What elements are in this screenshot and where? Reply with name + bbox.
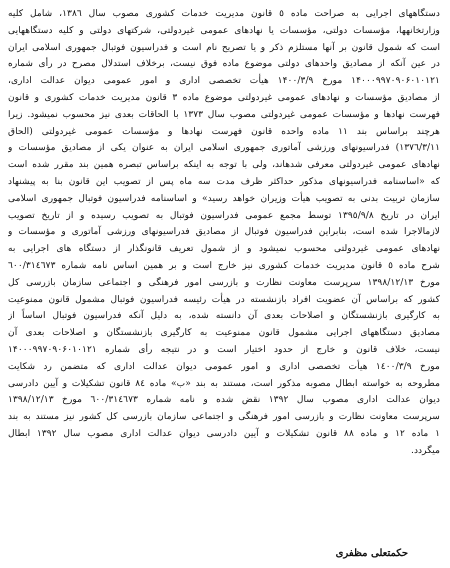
signature-name: حکمتعلی مظفری xyxy=(335,548,408,559)
text-line: ١ ماده ١٢ و ماده ٨٨ قانون تشکیلات و آیین دادرسی دیوان عدالت اداری مصوب سال ١٣٩٢ ابطال xyxy=(8,427,440,439)
text-line: فهرست نهادها و مؤسسات عمومی غیردولتی مصوب سال ١٣٧٣ با الحاقات بعدی نیز محسوب نمیشود. زیرا xyxy=(8,108,440,120)
text-line: به کارگیری بازنشستگان و اصلاحات بعدی آن دانسته شده، به دلیل آنکه فدراسیون فوتبال اساساً از xyxy=(8,310,440,322)
text-line: است که شمول قانون بر آنها مستلزم ذکر و یا تصریح نام است و فدراسیون فوتبال جمهوری اسلامی ایران xyxy=(8,41,440,53)
text-line: که «اساسنامه فدراسیونهای مذکور حداکثر ظرف مدت سه ماه پس از تصویب این قانون بنا به پیشنهاد xyxy=(8,175,440,187)
text-line: نهادهای عمومی غیردولتی محسوب نمیشود و از شمول تعریف قانونگذار از دستگاه های اجرایی به xyxy=(8,243,440,255)
text-line: نهادهای عمومی غیردولتی معرفی شدهاند، ولی با توجه به اینکه براساس تبصره همین بند مقرر شده است xyxy=(8,159,440,171)
text-line: وزارتخانهها، مؤسسات دولتی، مؤسسات یا نهادهای عمومی غیردولتی، شرکتهای دولتی و کلیه دستگاههایی xyxy=(8,24,440,36)
text-line: دستگاههای اجرایی به صراحت ماده ٥ قانون مدیریت خدمات کشوری مصوب سال ١٣٨٦، شامل کلیه xyxy=(8,8,440,19)
text-line: در عین آنکه از مصادیق واحدهای دولتی موضوع ماده فوق نیست، برخلاف استدلال مصرح در رأی شماره xyxy=(8,58,440,70)
text-line: ایران در تاریخ ١٣٩٥/٩/٨ توسط مجمع عمومی فدراسیون فوتبال به تصویب رسیده و از تاریخ تصویب xyxy=(8,209,440,221)
text-line: مورخ ١٣٩٨/١٢/١٣ سرپرست معاونت نظارت و بازرسی امور فرهنگی و اجتماعی سازمان بازرسی کل xyxy=(8,276,440,288)
text-line: نیست، خلاف قانون و خارج از حدود اختیار است و در نتیجه رأی شماره ۱۴۰۰۰۹۹۷۰۹۰۶۰۱۰۱۲۱ xyxy=(8,343,440,355)
text-line: از مصادیق مؤسسات و نهادهای عمومی غیردولتی موضوع ماده ٣ قانون مدیریت خدمات کشوری و قانون xyxy=(8,91,440,103)
text-line: شرح ماده ٥ قانون مدیریت خدمات کشوری نیز خارج است و بر همین اساس نامه شماره ٦٠٠/٣١٤٦٧٣ xyxy=(8,259,440,271)
text-line-final: میگردد. xyxy=(411,444,440,456)
ruling-body-text xyxy=(8,6,440,460)
text-line: لازمالاجرا شده است، بنابراین فدراسیون فوتبال از مصادیق فدراسیونهای ورزشی آماتوری و مؤسسات و xyxy=(8,226,440,238)
text-line: مصادیق دستگاههای اجرایی مشمول قانون ممنوعیت به کارگیری بازنشستگان و اصلاحات بعدی آن xyxy=(8,327,440,339)
text-line: سازمان تربیت بدنی به تصویب هیأت وزیران خواهد رسید» و اساسنامه فدراسیون فوتبال جمهوری اسلامی xyxy=(8,192,440,204)
text-line: مورخ ١٤٠٠/٣/٩ هیأت تخصصی اداری و امور عمومی دیوان عدالت اداری که متضمن رد شکایت xyxy=(8,360,440,372)
text-line: کشور که براساس آن عضویت افراد بازنشسته در هیأت رئیسه فدراسیون فوتبال مشمول قانون ممنوعیت xyxy=(8,293,440,305)
text-line: سرپرست معاونت نظارت و بازرسی امور فرهنگی و اجتماعی سازمان بازرسی کل کشور نیز مستند به بند xyxy=(8,411,440,423)
text-line: دیوان عدالت اداری مصوب سال ١٣٩٢ نقض شده و نامه شماره ٦٠٠/٣١٤٦٧٣ مورخ ١٣٩٨/١٢/١٣ xyxy=(8,394,440,406)
text-line: ۱۴۰۰۰۹۹۷۰۹۰۶۰۱۰۱۲۱ مورخ ۱۴۰۰/۳/۹ هیأت تخصصی اداری و امور عمومی دیوان عدالت اداری، xyxy=(8,75,440,87)
text-line: هرچند براساس بند ١١ ماده واحده قانون فهرست نهادها و مؤسسات عمومی غیردولتی (الحاق xyxy=(8,125,440,137)
text-line: مطروحه به خواسته ابطال مصوبه مذکور است، مستند به بند «ب» ماده ٨٤ قانون تشکیلات و آیین دادرسی xyxy=(8,377,440,389)
text-line: ١٣٧٦/٣/١١) فدراسیونهای ورزشی آماتوری جمهوری اسلامی ایران به عنوان یکی از مصادیق مؤسسات و xyxy=(8,142,440,154)
